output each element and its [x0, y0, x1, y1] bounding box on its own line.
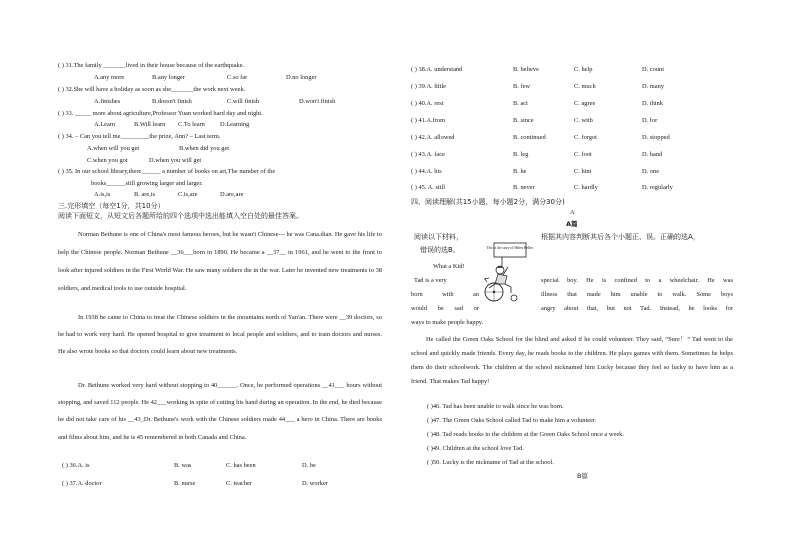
option-d: D.won't finish	[299, 98, 336, 105]
question-34-options-cd	[87, 157, 201, 165]
option-b: B. are,is	[134, 191, 156, 198]
option-a: A.is,is	[94, 191, 111, 198]
option-a: A.any more	[94, 74, 125, 81]
option-d: D.no longer	[286, 74, 317, 81]
question-35: ( ) 35. In our school library,there______ a number of books on art,The number of the	[58, 168, 276, 175]
true-false-47: ( )47. The Green Oaks School called Tad to make him a volunteer.	[427, 417, 597, 424]
option-a: ( ) 37.A. doctor	[62, 480, 102, 487]
section-3-instructions: 阅读下面短文，从短文后各题所给的四个选项中选出能填入空白处的最佳答案。	[58, 212, 303, 220]
option-a: A.when will you get	[87, 145, 140, 152]
story-line-2-left: born with an	[411, 291, 479, 298]
true-false-46: ( )46. Tad has been unable to walk since he was born.	[427, 403, 564, 410]
story-line-1-left: Tad is a very	[414, 277, 447, 284]
piece-a-heading: A篇	[566, 220, 578, 228]
question-35-line2: books______still growing larger and larger.	[91, 180, 203, 187]
option-c: C. has been	[226, 462, 256, 469]
choice-row-40: ( ) 40.A. rest B. act C. agree D. think	[411, 100, 663, 107]
question-33: ( ) 33. _____ more about agriculture,Professor Yuan worked hard day and night.	[58, 110, 263, 117]
choice-row-44: ( ) 44.A. his B. he C. him D. one	[411, 168, 660, 175]
story-title: What a Kid!	[433, 263, 465, 270]
wheelchair-illustration	[482, 242, 534, 304]
option-a: A.finishes	[94, 98, 121, 105]
question-31-options	[94, 74, 317, 82]
choice-row-45: ( ) 45. A. still B. never C. hardly D. regularly	[411, 184, 673, 191]
story-paragraph-2: He called the Green Oaks School for the blind and asked if he could volunteer. They said, “Sure！” Tad went to the school and quickly made friends. Every day, he reads books to the children. He plays games with them. Sometimes he helps them do their schoolwork. The children at the school nicknamed him Lucky because they feel so lucky to have him as a friend. That makes Tad happy!	[411, 336, 733, 385]
option-c: C.will finish	[227, 98, 259, 105]
choice-row-39: ( ) 39.A. little B. few C. much D. many	[411, 83, 665, 90]
cloze-paragraph-1: Norman Bethune is one of China's most famous heroes, but he wasn't Chinese--- he was Cana.dian. He gave his life to help the Chinese people. Norman Bethune __36___born in 1890. He became a __37__ in 1961, and he went to the front to look after injured soldiers in the First World War. He saw many soldiers die in the war. Later he invented new treatments to 38 soldiers, and medical tools to use outside hospital.	[58, 231, 382, 293]
illustration-caption: This is the story of Helen Keller.	[486, 246, 534, 250]
cloze-paragraph-3: Dr. Bethune worked very hard without stopping to 40______. Once, he performed operations __41___ hours without stopping, and saved 112 people. He 42___working in spite of cutting his hand during an operation. In the end, he died because he did not take care of his __43_Dr. Bethune's work with the Chinese soldiers made 44___ a hero in China. There are books and films about him, and he is 45 remembered in both Canada and China.	[58, 382, 382, 441]
section-a-label: A	[570, 209, 575, 216]
question-35-options	[94, 191, 243, 199]
option-b: B. nurse	[174, 480, 196, 487]
true-false-49: ( )49. Children at the school love Tad.	[427, 445, 524, 452]
question-31: ( ) 31.The family _______lived in their house because of the earthquake.	[58, 62, 245, 69]
question-33-options	[94, 121, 249, 129]
story-line-1-right: special boy. He is confined to a wheelchair. He was	[541, 277, 733, 284]
question-32: ( ) 32.She will have a holiday as soon as she_______the work next week.	[58, 86, 246, 93]
cloze-paragraph-2: In 1938 he came to China to treat the Chinese soldiers in the mountains north of Yan'an. There were __39 doctors, so he had to work very hard. He opened hospital to give treatment to local people and soldiers, and to train doctors and nurses. He also wrote books so that doctors could learn about new treatments.	[58, 314, 382, 356]
option-b: B.doesn't finish	[152, 98, 192, 105]
true-false-48: ( )48. Tad reads books to the children at the Green Oaks School once a week.	[427, 431, 624, 438]
story-line-3-right: angry about that, but not Tad. Instead, he looks for	[541, 305, 733, 312]
option-b: B. was	[174, 462, 192, 469]
svg-text:This is the story of Helen Kel	[486, 246, 533, 250]
option-c: C. teacher	[226, 480, 252, 487]
story-line-4: ways to make people happy.	[411, 319, 484, 326]
reading-instructions-right: 根据其内容判断其后各个小题正、误。正确的选A，	[541, 233, 700, 241]
option-d: D. worker	[302, 480, 328, 487]
story-line-2-right: illness that made him unable to walk. Some boys	[541, 291, 733, 298]
option-d: D.when you will get	[149, 157, 202, 164]
question-36-options	[62, 462, 316, 470]
choice-row-42: ( ) 42.A. allowed B. continued C. forgot D. stopped	[411, 134, 670, 141]
option-c: C.so far	[227, 74, 248, 81]
option-c: C.when you got	[87, 157, 128, 164]
option-d: D.are,are	[220, 191, 244, 198]
option-d: D.Learning	[220, 121, 250, 128]
question-34-options-ab	[87, 145, 229, 153]
piece-b-heading: B篇	[577, 472, 588, 480]
option-b: B.Will learn	[134, 121, 166, 128]
option-b: B.any longer	[152, 74, 186, 81]
choice-row-41: ( ) 41.A.from B. since C. with D. for	[411, 117, 658, 124]
option-a: A.Learn	[94, 121, 116, 128]
true-false-50: ( )50. Lucky is the nickname of Tad at the school.	[427, 459, 554, 466]
question-32-options	[94, 98, 335, 106]
option-c: C.is,are	[178, 191, 198, 198]
question-34: ( ) 34. – Can you tell me_________the prize, Ann? – Last term.	[58, 133, 221, 140]
section-4-title: 四、阅读理解(共15小题，每小题2分，满分30分)	[411, 198, 565, 206]
option-a: ( ) 36.A. is	[62, 462, 90, 469]
story-line-3-left: would be sad or	[411, 305, 479, 312]
section-3-title: 三.完形填空（每空1分，共10分）	[58, 202, 165, 210]
question-37-options	[62, 480, 328, 488]
reading-instructions-second: 错误的选B。	[420, 246, 460, 254]
choice-row-38: ( ) 38.A. understand B. believe C. help D. count	[411, 66, 665, 73]
option-c: C.To learn	[178, 121, 205, 128]
option-b: B.when did you get	[179, 145, 230, 152]
option-d: D. be	[302, 462, 316, 469]
reading-instructions-left: 阅读以下材料，	[414, 233, 463, 241]
choice-row-43: ( ) 43.A. face B. leg C. foot D. hand	[411, 151, 663, 158]
wheelchair-boy-icon	[482, 242, 534, 304]
